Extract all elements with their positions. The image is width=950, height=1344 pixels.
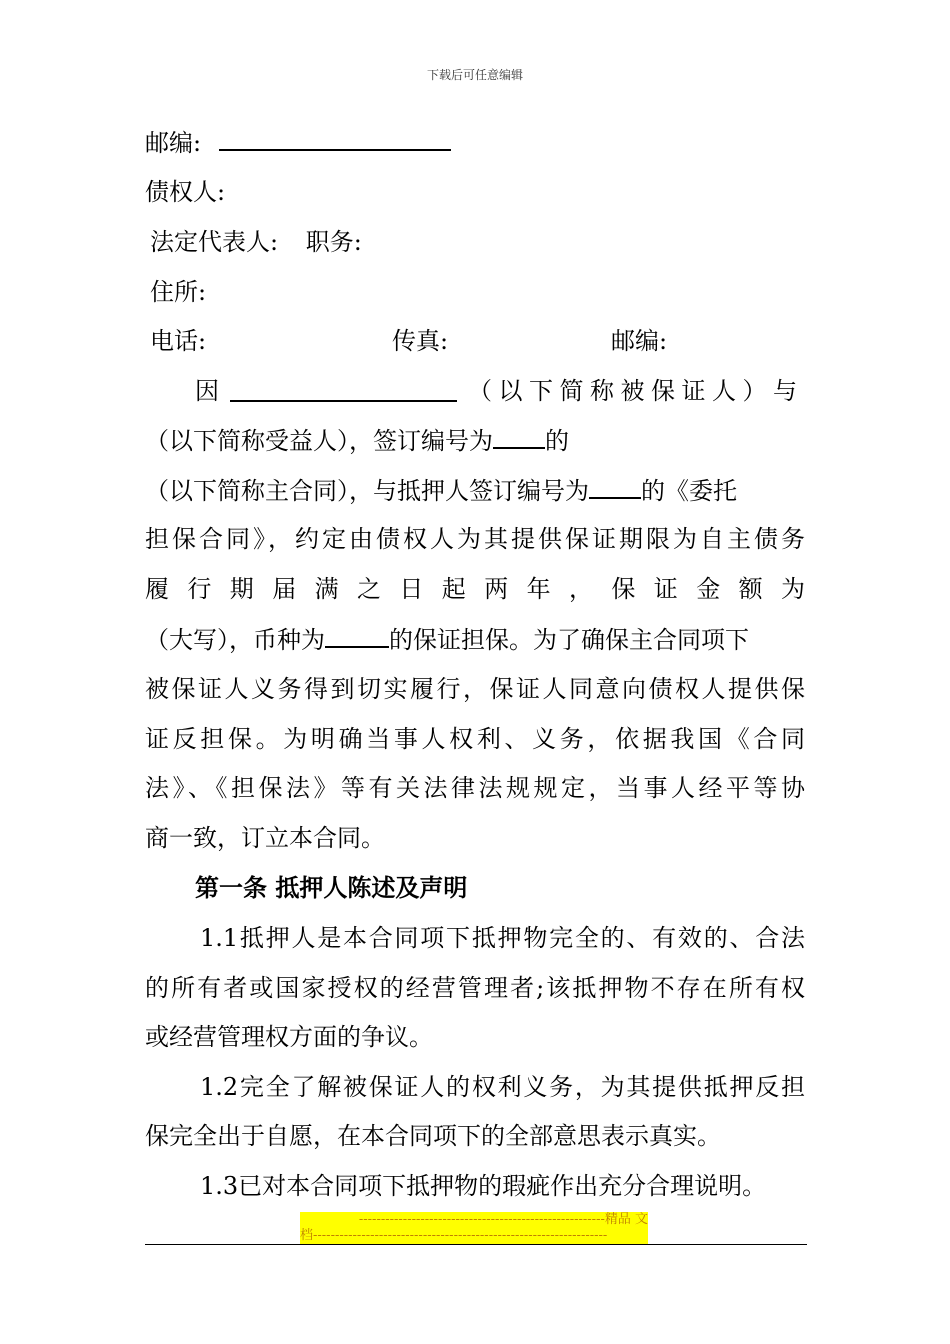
clause-1-1-line2: 的所有者或国家授权的经营管理者;该抵押物不存在所有权: [145, 974, 805, 1002]
clause-1-3-line1: 1.3已对本合同项下抵押物的瑕疵作出充分合理说明。: [200, 1172, 767, 1200]
preamble-l3a: （以下简称主合同），与抵押人签订编号为: [145, 477, 589, 505]
preamble-l1a: 因: [195, 377, 219, 405]
preamble-l4: 担保合同》，约定由债权人为其提供保证期限为自主债务: [145, 525, 805, 553]
postcode-line-top: [145, 127, 451, 158]
position-label: 职务:: [305, 228, 362, 256]
page-header: 下载后可任意编辑: [426, 68, 523, 82]
clause-1-2-line1: 1.2完全了解被保证人的权利义务，为其提供抵押反担: [200, 1073, 805, 1101]
preamble-l7: 被保证人义务得到切实履行，保证人同意向债权人提供保: [145, 675, 805, 703]
preamble-l2: [145, 425, 569, 456]
preamble-l6a: （大写），币种为: [145, 626, 325, 654]
legal-rep-line: [150, 227, 362, 257]
preamble-l9: 法》、《担保法》等有关法律法规规定，当事人经平等协: [145, 774, 805, 802]
preamble-l10: 商一致，订立本合同。: [145, 824, 385, 852]
preamble-l3b: 的《委托: [641, 477, 737, 505]
footer-rule: [145, 1244, 807, 1245]
article-1-title: 第一条 抵押人陈述及声明: [195, 873, 468, 902]
footer-watermark-line1: --------------------------------------------------------精品 文: [300, 1212, 648, 1228]
footer-watermark-line2: 档-------------------------------------------------------------------: [300, 1228, 648, 1244]
address-label: 住所:: [150, 278, 207, 306]
debtor-blank: [230, 378, 457, 402]
postcode-label: 邮编:: [145, 129, 202, 157]
preamble-l1b: （以下简称被保证人）与: [468, 377, 803, 405]
phone-label: 电话:: [150, 327, 207, 355]
preamble-l2b: 的: [545, 427, 569, 455]
contract-no-blank-1: [493, 425, 545, 449]
clause-1-1-line1: 1.1抵押人是本合同项下抵押物完全的、有效的、合法: [200, 924, 805, 952]
legal-rep-label: 法定代表人:: [150, 228, 279, 256]
postcode-label-2: 邮编:: [611, 327, 668, 355]
preamble-l3: [145, 475, 737, 506]
currency-blank: [325, 624, 389, 648]
creditor-label: 债权人:: [145, 178, 226, 206]
preamble-l8: 证反担保。为明确当事人权利、义务，依据我国《合同: [145, 725, 805, 753]
clause-1-2-line2: 保完全出于自愿，在本合同项下的全部意思表示真实。: [145, 1122, 721, 1150]
contract-no-blank-2: [589, 475, 641, 499]
preamble-l6b: 的保证担保。为了确保主合同项下: [389, 626, 749, 654]
postcode-blank: [219, 127, 451, 151]
clause-1-1-line3: 或经营管理权方面的争议。: [145, 1023, 433, 1051]
preamble-l6: [145, 624, 749, 655]
preamble-l5: 履行期届满之日起两年，保证金额为: [145, 575, 805, 603]
fax-label: 传真:: [392, 327, 449, 355]
preamble-l2a: （以下简称受益人），签订编号为: [145, 427, 493, 455]
